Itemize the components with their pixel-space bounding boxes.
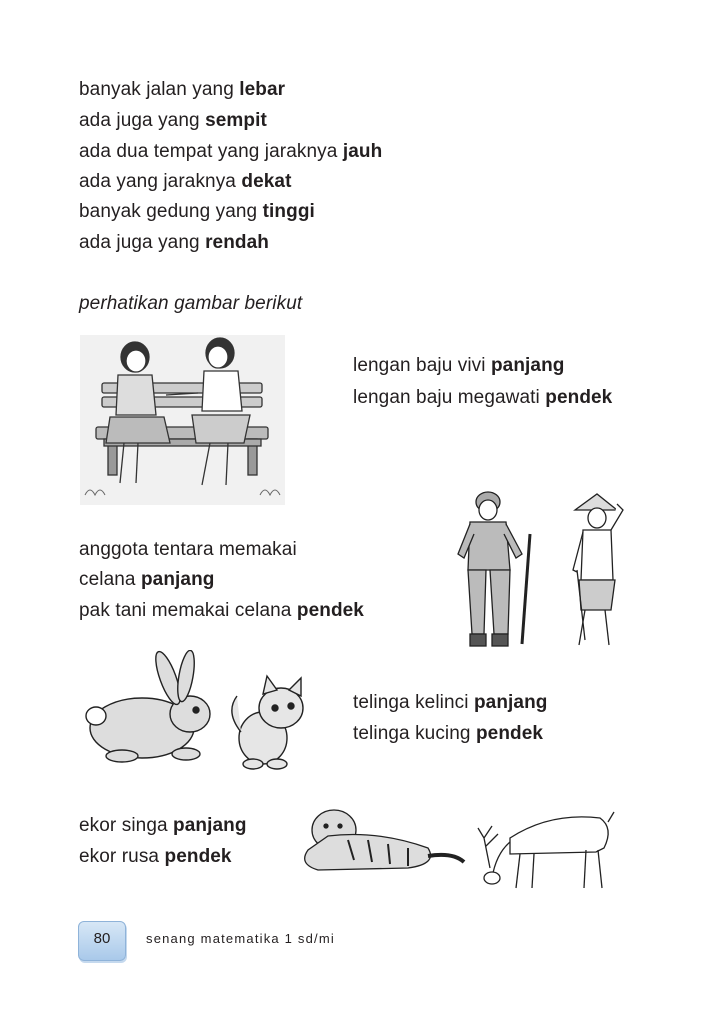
rabbit-line-2: telinga kucing pendek <box>353 723 544 744</box>
intro-line-1: banyak jalan yang lebar <box>79 79 286 100</box>
kitten-illustration <box>225 672 315 772</box>
soldier-line-2: celana panjang <box>79 569 215 590</box>
rabbit-illustration <box>82 650 222 770</box>
tiger-illustration <box>288 800 468 880</box>
tail-line-2: ekor rusa pendek <box>79 846 232 867</box>
intro-line-4: ada yang jaraknya dekat <box>79 171 292 192</box>
page-number-badge <box>78 921 126 961</box>
rabbit-line-1: telinga kelinci panjang <box>353 692 548 713</box>
intro-line-2: ada juga yang sempit <box>79 110 267 131</box>
soldier-illustration <box>450 484 550 654</box>
page-number: 80 <box>93 930 111 947</box>
girls-line-2: lengan baju megawati pendek <box>353 387 613 408</box>
soldier-line-1: anggota tentara memakai <box>79 539 297 560</box>
soldier-line-3: pak tani memakai celana pendek <box>79 600 364 621</box>
farmer-illustration <box>555 490 645 655</box>
tail-line-1: ekor singa panjang <box>79 815 247 836</box>
deer-illustration <box>470 798 620 893</box>
girls-line-1: lengan baju vivi panjang <box>353 355 565 376</box>
intro-line-6: ada juga yang rendah <box>79 232 270 253</box>
girls-on-bench-illustration <box>80 335 285 505</box>
instruction: perhatikan gambar berikut <box>79 293 303 314</box>
intro-line-3: ada dua tempat yang jaraknya jauh <box>79 141 383 162</box>
intro-line-5: banyak gedung yang tinggi <box>79 201 315 222</box>
book-title: senang matematika 1 sd/mi <box>146 931 335 946</box>
